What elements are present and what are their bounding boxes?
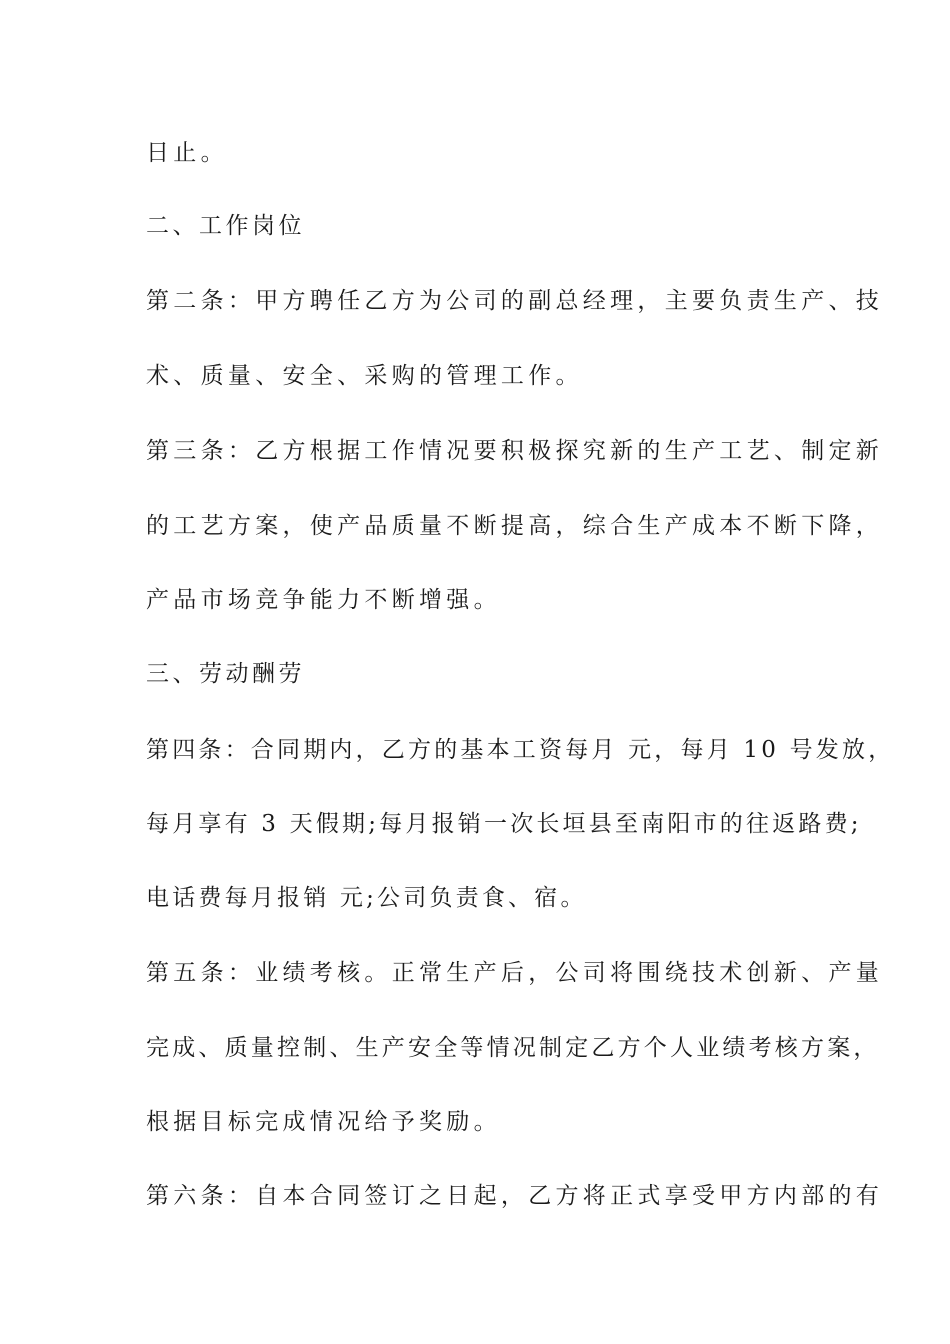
text-line: 第三条：乙方根据工作情况要积极探究新的生产工艺、制定新 [146,438,884,464]
text-line: 的工艺方案，使产品质量不断提高，综合生产成本不断下降， [146,513,884,539]
text-line: 第二条：甲方聘任乙方为公司的副总经理，主要负责生产、技 [146,288,884,314]
text-line: 产品市场竞争能力不断增强。 [146,587,501,613]
text-line: 第六条：自本合同签订之日起，乙方将正式享受甲方内部的有 [146,1183,884,1209]
text-line: 第五条：业绩考核。正常生产后，公司将围绕技术创新、产量 [146,960,884,986]
text-line: 每月享有 3 天假期;每月报销一次长垣县至南阳市的往返路费; [146,811,862,837]
text-line: 第四条：合同期内，乙方的基本工资每月 元，每月 10 号发放， [146,737,895,763]
section-heading: 三、劳动酬劳 [146,661,305,687]
text-line: 日止。 [146,140,228,166]
text-line: 完成、质量控制、生产安全等情况制定乙方个人业绩考核方案， [146,1035,880,1061]
section-heading: 二、工作岗位 [146,213,305,239]
text-line: 根据目标完成情况给予奖励。 [146,1109,501,1135]
text-line: 电话费每月报销 元;公司负责食、宿。 [146,885,587,911]
text-line: 术、质量、安全、采购的管理工作。 [146,363,583,389]
